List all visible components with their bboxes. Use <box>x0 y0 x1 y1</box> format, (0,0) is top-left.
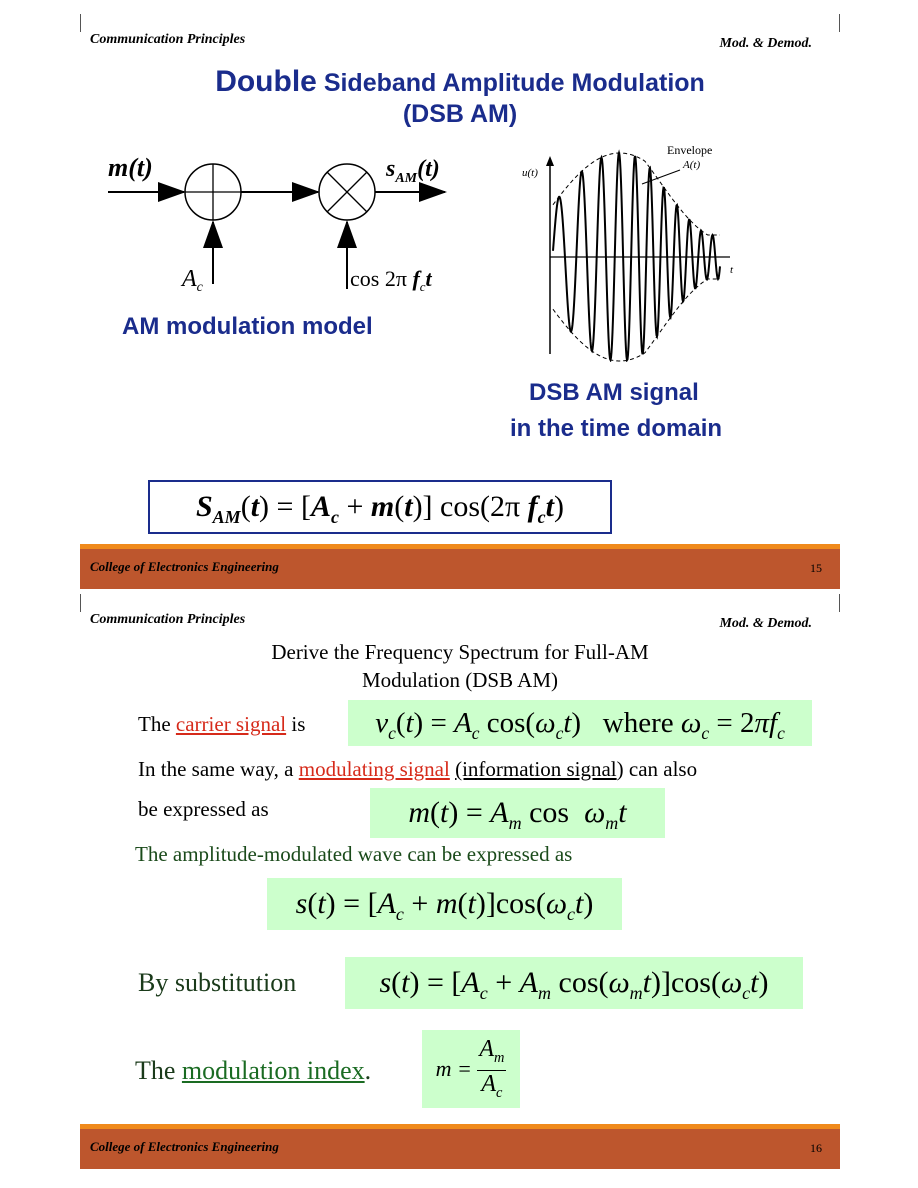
modulating-sentence <box>138 757 697 782</box>
footer <box>80 1124 840 1169</box>
mod-pre: In the same way, a <box>138 757 294 781</box>
header-course-title: Communication Principles <box>90 32 246 47</box>
title-line-2: (DSB AM) <box>402 100 518 128</box>
header-chapter: Mod. & Demod. <box>719 36 812 51</box>
am-sentence: The amplitude-modulated wave can be expressed as <box>135 842 573 866</box>
slide-title <box>80 638 840 694</box>
title-first-word: Double <box>215 65 317 98</box>
slide-16 <box>80 594 840 1169</box>
signal-caption-2: in the time domain <box>510 415 723 442</box>
page-number: 16 <box>810 1141 822 1155</box>
model-caption: AM modulation model <box>122 313 373 340</box>
title-line-2: Modulation (DSB AM) <box>361 668 558 692</box>
index-fraction <box>477 1036 506 1107</box>
mod-line-2: be expressed as <box>138 797 269 821</box>
title-line-1: Derive the Frequency Spectrum for Full-AM <box>271 640 649 664</box>
carrier-signal-term: carrier signal <box>175 712 287 736</box>
carrier-pre: The <box>138 712 171 736</box>
envelope-lower <box>553 279 720 361</box>
modulating-signal-term: modulating signal <box>298 757 450 781</box>
footer <box>80 544 840 589</box>
modulation-index-term: modulation index <box>181 1056 365 1085</box>
dsb-am-formula: $S_{AM}(t) = [A_c + m(t)]$ cos(2π $f_ct$) <box>148 480 612 534</box>
output-label-sam: $s_{AM}(t)$ <box>386 156 440 186</box>
index-numerator: $A_m$ <box>477 1036 506 1072</box>
substitution-equation: $s(t) = [A_c + A_m$ $\cos(\omega_mt)]\cos(\omega_ct)$ <box>345 957 803 1009</box>
footer-college: College of Electronics Engineering <box>90 559 279 574</box>
dc-label-ac: $A_c$ <box>182 266 203 294</box>
carrier-post: is <box>291 712 306 736</box>
am-modulator-block-diagram <box>100 144 480 294</box>
x-axis-label: t <box>730 264 734 276</box>
envelope-symbol: A(t) <box>683 159 701 171</box>
header-course-title: Communication Principles <box>90 612 246 627</box>
substitution-label: By substitution <box>138 968 297 997</box>
carrier-sentence <box>138 712 305 737</box>
corner-mark-left <box>80 14 81 32</box>
envelope-pointer <box>642 170 680 184</box>
input-label-mt: m(t) <box>108 153 153 182</box>
modulating-equation: $m(t) = A_m$ $\cos \omega_mt$ <box>370 788 665 838</box>
corner-mark-right <box>839 14 840 32</box>
corner-mark-left <box>80 594 81 612</box>
index-post: . <box>364 1056 372 1085</box>
title-rest: Sideband Amplitude Modulation <box>323 69 705 97</box>
mod-post: ) can also <box>616 757 698 781</box>
corner-mark-right <box>839 594 840 612</box>
information-signal-term: (information signal <box>455 757 617 781</box>
y-axis-arrowhead <box>546 156 554 166</box>
slide-15 <box>80 14 840 589</box>
signal-caption-1: DSB AM signal <box>529 379 699 406</box>
envelope-label: Envelope <box>667 143 713 157</box>
am-equation: $s(t) = [A_c + m(t)]\cos(\omega_ct)$ <box>267 878 622 930</box>
header-chapter: Mod. & Demod. <box>719 616 812 631</box>
footer-college: College of Electronics Engineering <box>90 1139 279 1154</box>
index-denominator: $A_c$ <box>481 1071 503 1102</box>
index-sentence <box>135 1056 371 1086</box>
dsb-am-waveform <box>505 142 755 362</box>
slide-title <box>80 66 840 130</box>
carrier-equation: $v_c(t) = A_c$ $\cos(\omega_ct)$ where $\omega_c = 2\pi f_c$ <box>348 700 812 746</box>
index-lhs: m = <box>435 1056 472 1081</box>
y-axis-label: u(t) <box>522 167 538 179</box>
modulation-index-equation <box>422 1030 520 1108</box>
page-number: 15 <box>810 561 822 575</box>
index-pre: The <box>135 1056 176 1085</box>
carrier-label: cos 2π $f_ct$ <box>350 266 432 294</box>
